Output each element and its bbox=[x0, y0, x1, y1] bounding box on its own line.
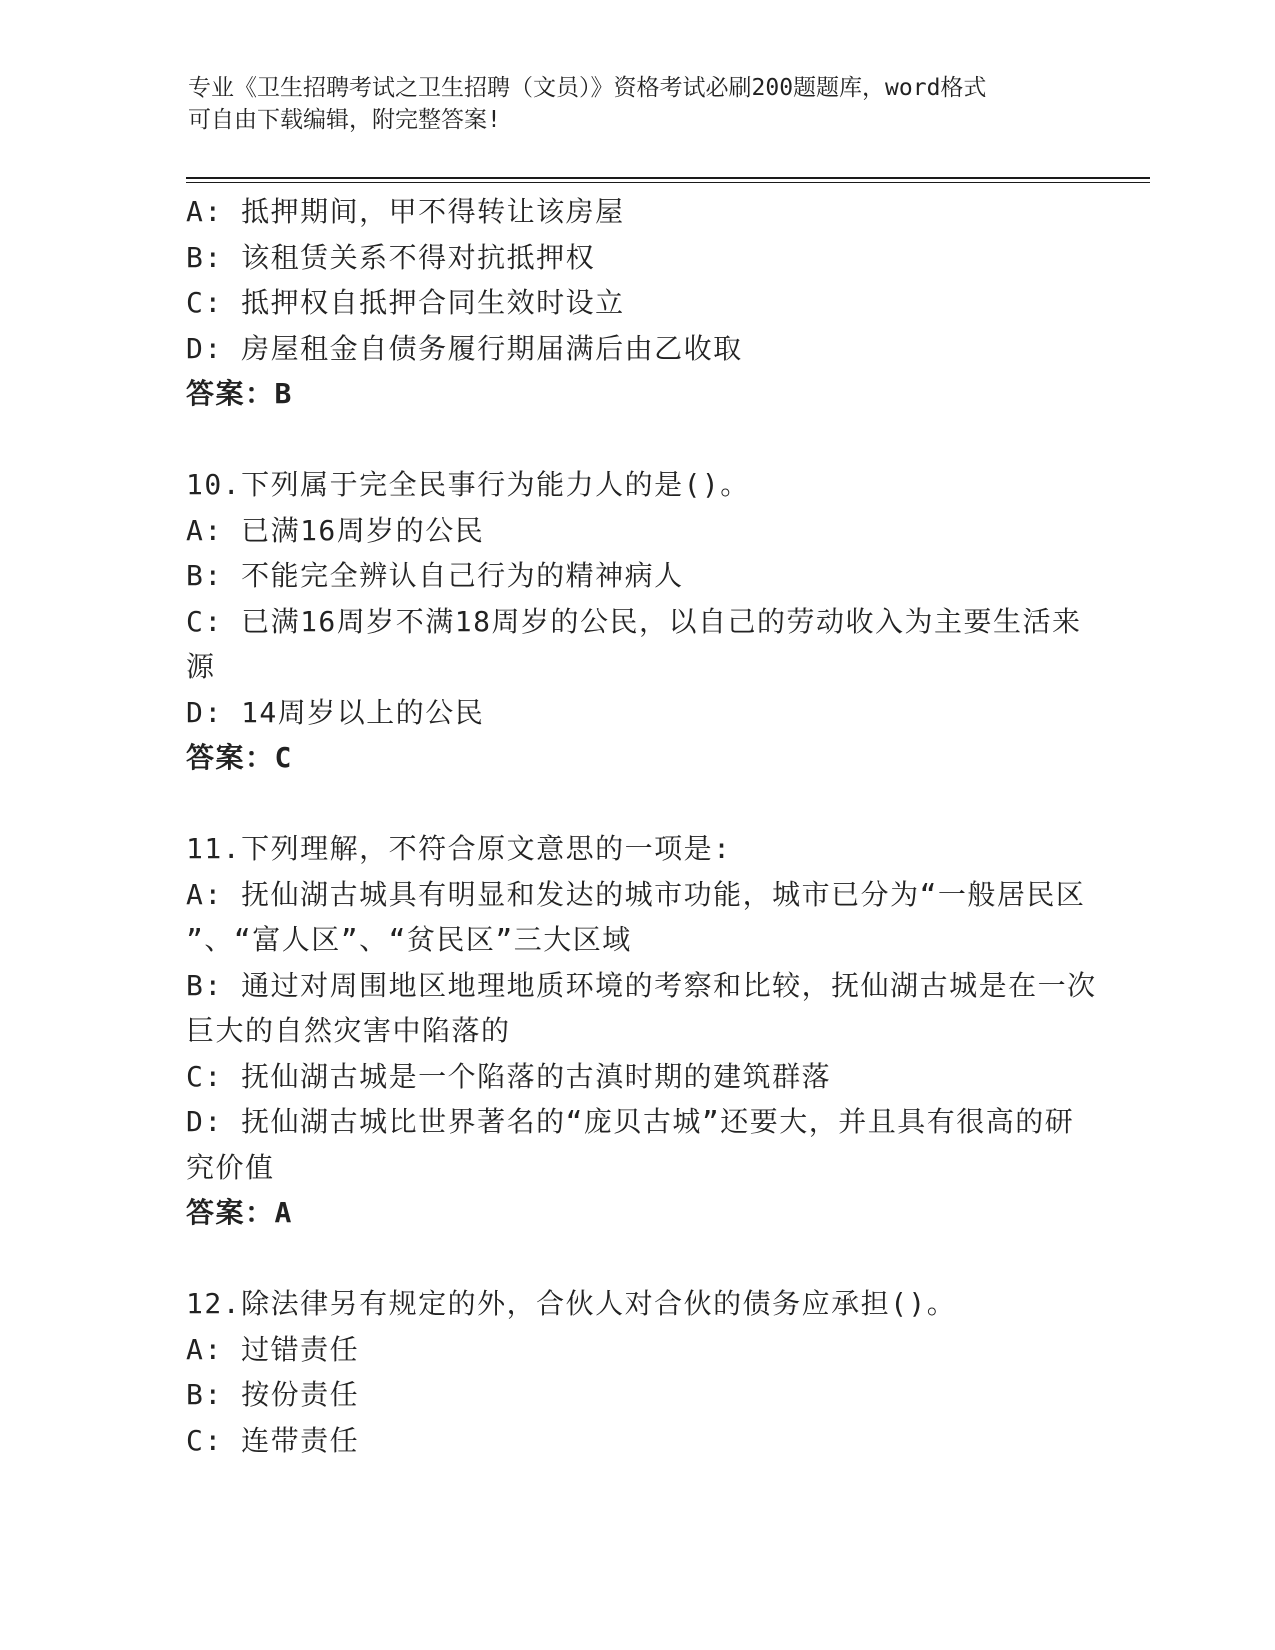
header-divider-thick bbox=[186, 177, 1150, 179]
header-line-2: 可自由下载编辑，附完整答案! bbox=[188, 107, 501, 133]
option-c: C: 抚仙湖古城是一个陷落的古滇时期的建筑群落 bbox=[186, 1059, 832, 1093]
answer-label: 答案：B bbox=[186, 377, 293, 410]
option-c-continued: 源 bbox=[186, 650, 216, 683]
header-divider-thin bbox=[186, 182, 1150, 183]
option-a: A: 抵押期间，甲不得转让该房屋 bbox=[186, 195, 625, 228]
option-d-continued: 究价值 bbox=[186, 1150, 275, 1184]
option-c: C: 已满16周岁不满18周岁的公民，以自己的劳动收入为主要生活来 bbox=[186, 604, 1082, 638]
question-spacer bbox=[186, 417, 1076, 463]
question-stem: 12.除法律另有规定的外，合伙人对合伙的债务应承担()。 bbox=[186, 1287, 957, 1320]
option-c: C: 抵押权自抵押合同生效时设立 bbox=[186, 286, 625, 319]
question-stem: 11.下列理解，不符合原文意思的一项是: bbox=[186, 832, 732, 865]
option-d: D: 抚仙湖古城比世界著名的“庞贝古城”还要大，并且具有很高的研 bbox=[186, 1105, 1075, 1138]
document-header bbox=[188, 72, 1068, 136]
option-b: B: 该租赁关系不得对抗抵押权 bbox=[186, 240, 596, 274]
answer-label: 答案：A bbox=[186, 1196, 293, 1229]
option-c: C: 连带责任 bbox=[186, 1423, 360, 1457]
question-11 bbox=[186, 826, 1097, 1236]
option-a: A: 过错责任 bbox=[186, 1332, 360, 1366]
option-d: D: 房屋租金自债务履行期届满后由乙收取 bbox=[186, 331, 743, 365]
question-10 bbox=[186, 462, 1082, 781]
question-12 bbox=[186, 1281, 1076, 1463]
answer-label: 答案：C bbox=[186, 741, 293, 774]
question-spacer bbox=[186, 781, 1076, 827]
question-list bbox=[186, 189, 1097, 1463]
question-stem: 10.下列属于完全民事行为能力人的是()。 bbox=[186, 468, 750, 501]
option-b: B: 不能完全辨认自己行为的精神病人 bbox=[186, 559, 684, 592]
question-9 bbox=[186, 189, 1076, 417]
header-line-1: 专业《卫生招聘考试之卫生招聘（文员）》资格考试必刷200题题库，word格式 bbox=[188, 75, 987, 101]
option-a: A: 抚仙湖古城具有明显和发达的城市功能，城市已分为“一般居民区 bbox=[186, 877, 1086, 911]
option-d: D: 14周岁以上的公民 bbox=[186, 695, 485, 729]
option-b: B: 通过对周围地区地理地质环境的考察和比较，抚仙湖古城是在一次 bbox=[186, 968, 1097, 1002]
question-spacer bbox=[186, 1236, 1076, 1282]
option-b-continued: 巨大的自然灾害中陷落的 bbox=[186, 1014, 511, 1047]
option-b: B: 按份责任 bbox=[186, 1378, 360, 1411]
option-a-continued: ”、“富人区”、“贫民区”三大区域 bbox=[186, 923, 632, 956]
option-a: A: 已满16周岁的公民 bbox=[186, 513, 485, 547]
